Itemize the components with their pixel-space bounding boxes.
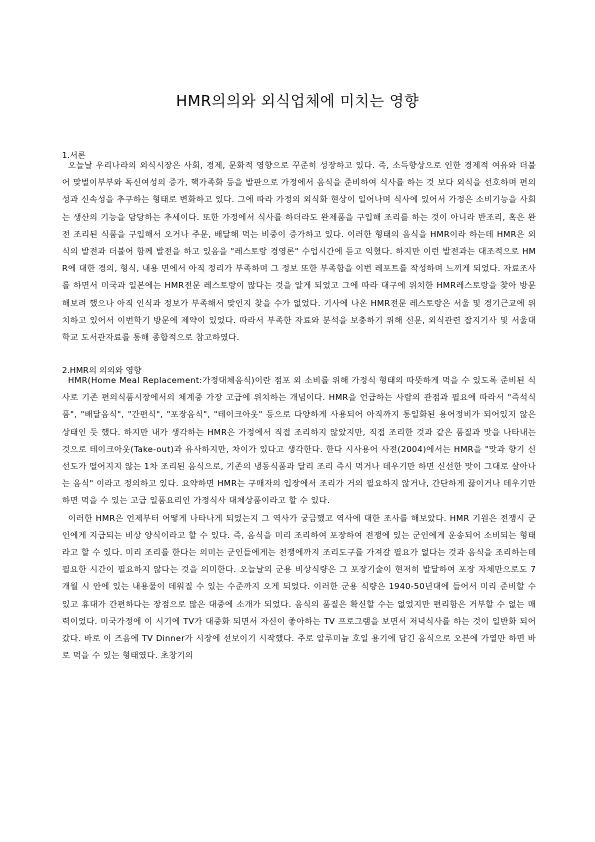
document-title: HMR의의와 외식업체에 미치는 영향 (175, 92, 420, 110)
section-2-heading: 2.HMR의 의의와 영향 (62, 365, 142, 375)
section-1-heading: 1.서론 (62, 150, 86, 160)
section-2-paragraph-1: HMR(Home Meal Replacement:가정대체음식)이란 점포 외 소비를 위해 가정식 형태의 따뜻하게 먹을 수 있도록 준비된 식사로 기존 편의식품시장에서의 체계중 가장 고급에 위치하는 개념이다. HMR을 언급하는 사람의 관점과 필요에 따라서 "즉석식품", "배달음식", "간편식", "포장음식", "테이크아웃" 등으로 다양하게 사용되어 아직까지 통일화된 용어정비가 되어있지 않은 상태인 듯 했다. 하지만 내가 생각하는 HMR은 가정에서 직접 조리하지 않았지만, 직접 조리한 것과 같은 품질과 맛을 나타내는 것으로 테이크아웃(Take-out)과 유사하지만, 차이가 있다고 생각한다. 한다 시사용어 사전(2004)에서는 HMR을 "맛과 향기 신선도가 떨어지지 않는 1차 조리된 음식으로, 기존의 냉동식품과 달리 조리 즉시 먹거나 데우기만 하면 신선한 맛이 그대로 살아나는 음식" 이라고 정의하고 있다. 요약하면 HMR는 구매자의 입장에서 조리가 거의 필요하지 않거나, 간단하게 끓이거나 데우기만 하면 먹을 수 있는 고급 일품요리인 가정식사 대체상품이라고 할 수 있다. (62, 375, 536, 506)
section-2-paragraph-2: 이러한 HMR은 언제부터 어떻게 나타나게 되었는지 그 역사가 궁금했고 역사에 대한 조사를 해보았다. HMR 기원은 전쟁시 군인에게 지급되는 비상 양식이라고 할 수 있다. 즉, 음식을 미리 조리하여 포장하여 전쟁에 있는 군인에게 운송되어 소비되는 형태라고 할 수 있다. 미리 조리를 한다는 의미는 군인들에게는 전쟁에까지 조리도구를 가져갈 필요가 없다는 것과 음식을 조리하는데 필요한 시간이 필요하지 않다는 것을 의미한다. 오늘날의 군용 비상식량은 그 포장기술이 현저히 발달하여 포장 자체만으로도 7개월 시 안에 있는 내용물이 데워질 수 있는 수준까지 오게 되었다. 이러한 군용 식량은 1940-50년대에 들어서 미리 준비할 수 있고 휴대가 간편하다는 장점으로 많은 대중에 소개가 되었다. 음식의 품질은 확신할 수는 없었지만 편리함은 거부할 수 없는 매력이었다. 미국가정에 이 시기에 TV가 대중화 되면서 자신이 좋아하는 TV 프로그램을 보면서 저녁식사를 하는 것이 일반화 되어갔다. 바로 이 즈음에 TV Dinner가 시장에 선보이기 시작했다. 주로 알루미늄 호일 용기에 담긴 음식으로 오븐에 가열만 하면 바로 먹을 수 있는 형태였다. 초창기의 (62, 512, 536, 661)
section-2-body (62, 372, 536, 664)
section-1-body (62, 157, 536, 346)
section-1-text: 오늘날 우리나라의 외식시장은 사회, 경제, 문화적 영향으로 꾸준히 성장하고 있다. 즉, 소득향상으로 인한 경제적 여유와 더불어 맞벌이부부와 독신여성의 증가, 핵가족화 등을 발판으로 가정에서 음식을 준비하여 식사를 하는 것 보다 외식을 선호하며 편의성과 신속성을 추구하는 형태로 변화하고 있다. 그에 따라 가정의 외식화 현상이 일어나며 식사에 있어서 가정은 소비기능을 사회는 생산의 기능을 담당하는 추세이다. 또한 가정에서 식사를 하더라도 완제품을 구입해 조리를 하는 것이 아니라 반조리, 혹은 완전 조리된 식품을 구입해서 오거나 주문, 배달해 먹는 비중이 증가하고 있다. 이러한 형태의 음식을 HMR이라 하는데 HMR은 외식의 발전과 더불어 함께 발전을 하고 있음을 "레스토랑 경영론" 수업시간에 듣고 익혔다. 하지만 이런 발전과는 대조적으로 HMR에 대한 경의, 형식, 내용 면에서 아직 정리가 부족하며 그 정보 또한 부족함을 이번 레포트를 작성하며 느끼게 되었다. 자료조사를 하면서 미국과 일본에는 HMR전문 레스토랑이 많다는 것을 알게 되었고 그에 따라 대구에 위치한 HMR레스토랑을 찾아 방문해보려 했으나 아직 인식과 정보가 부족해서 맞인지 찾을 수가 없었다. 기사에 나온 HMR전문 레스토랑은 서울 및 경기근교에 위치하고 있어서 이번학기 방문에 제약이 있었다. 따라서 부족한 자료와 분석을 보충하기 위해 신문, 외식관련 잡지기사 및 서울대학교 도서관자료를 통해 종합적으로 참고하였다. (62, 160, 536, 343)
